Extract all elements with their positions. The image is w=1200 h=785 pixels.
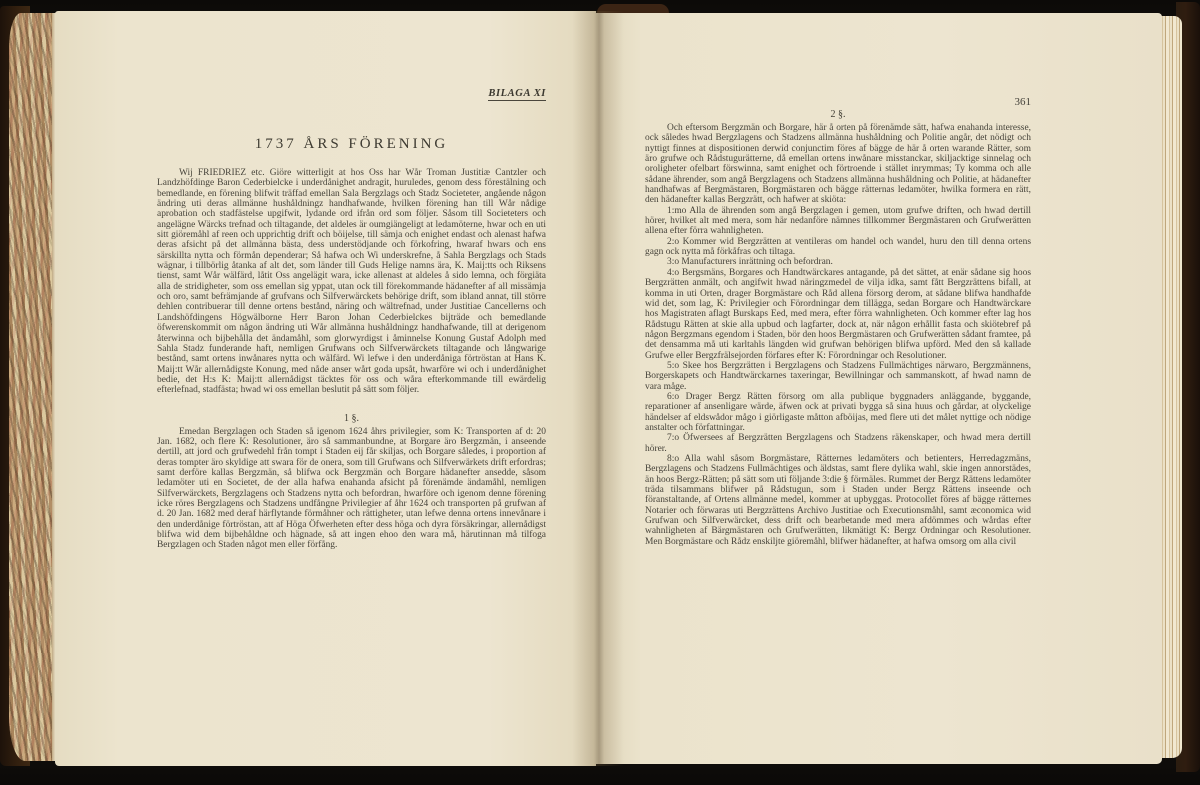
page-number: 361 bbox=[1014, 96, 1031, 108]
section-2-heading: 2 §. bbox=[830, 109, 846, 120]
running-header-label: BILAGA XI bbox=[488, 88, 546, 99]
numbered-item-8: 8:o Alla wahl såsom Borgmästare, Rätternes ledamöters och betienters, Herredagzmäns, Bergzlagens och Stadzens Fullmächtiges och äldstas, samt flere dylika wahl, skie ingen annorstädes, än hoos Bergz-Rätten; på sätt som uti följande 3:die § förmäles. Rummet der Bergz Rättens ledamöter träda tilsammans blifwer på Rådstugun, som i Staden under Bergz Rättens inseende och föranstaltande, af Ortens allmänne medel, kommer at upbyggas. Protocollet föres af bägge rätternes Notarier och förwaras uti Bergzrättens Archivo Justitiae och Executionsmåhl, samt æconomica wid Grufwan och Silfverwärcket, dess drift och bearbetande med mera afdömmes och wårdas efter wahnligheten af Bärgmästaren och Grufwerätten, likmätigt K: Bergz Ordningar och Resolutioner. Men Borgmästare och Rådz enskiljte giöremåhl, blifwer hädanefter, at hafwa omsorg om alla civil bbox=[645, 454, 1031, 547]
numbered-item-5: 5:o Skee hos Bergzrätten i Bergzlagens och Stadzens Fullmächtiges närwaro, Bergzmännens, Borgerskapets och Handtwärckarnes taxeringar, Bewillningar och sammanskott, af hwad namn de vara måge. bbox=[645, 360, 1031, 392]
section-1-paragraph: Emedan Bergzlagen och Staden så igenom 1624 åhrs privilegier, som K: Transporten af d: 20 Jan. 1682, och flere K: Resolutioner, äro så sammanbundne, at Borgare äro Bergzmän, i anseende dertill, att jord och grufwedehl från tompt i Staden eij får skiljas, och Borgare således, i proportion af deras tompter äro skyldige att swara för de onera, som till Grufwans och Silfverwärkets drift erfordras; samt derföre kallas Bergzmän, så blifwa ock Bergzmän och Borgare hädanefter ansedde, såsom ledamöter uti en Societet, de der alla hafwa enahanda afsicht på förenämde ändamåhl, nemligen Silfverwärckets, Bergzlagens och Stadzens nytta och befordran, hwarföre och igenom denne förening icke röres Bergzlagens och Stadzens undfångne Privilegier af åhr 1624 och transporten på grufwan af d. 20 Jan. 1682 med deraf härflytande förmåhner och rättigheter, utan lefwe denna ortens innevånare i den underdånige förtröstan, att af Höga Öfwerheten efter dess höga och dyra försäkringar, allernådigst blifwa wid dem bijbehåldne och hägnade, så att ingen ehoo den wara må, härutinnan må tilfoga Bergzlagen och Staden något men eller förfång. bbox=[157, 426, 546, 551]
left-page bbox=[55, 11, 596, 766]
marbled-fore-edge bbox=[9, 13, 55, 761]
numbered-item-4: 4:o Bergsmäns, Borgares och Handtwärckares antagande, på det sättet, at enär sådane sig hoos Bergzrätten anmält, och angifwit hwad näringzmedel de vilja idka, samt fått Bergzrättens bifall, at komma in uti Orten, drager Borgmästare och Råd allena försorg derom, at sådane blifwa handhafde wid det, som lag, K: Privilegier och Förordningar dem tillägga, sedan Borgare och Handtwärckare hos Magistraten aflagt Burskaps Eed, med mera, efter förra wahnligheten. Och kommer efter lag hos Rådstugu Rätten at skie alla upbud och lagfarter, dock at, när någon erhållit fasta och skiötebref på någon Bergzmans egendom i Staden, bör den hoos Bergmästaren och Grufwerätten sådant framtee, på det densamma må uti karltahls längden wid grufwan behörigen blifwa upförd. Med den så kallade Grufwe eller Bergzfrälsejorden förfares efter K: Förordningar och Resolutioner. bbox=[645, 267, 1031, 361]
section-2-paragraph: Och eftersom Bergzmän och Borgare, här å orten på förenämde sätt, hafwa enahanda interesse, ock således hwad Bergzlagens och Stadzens allmänna hushåldning och Politie angår, det nödigt och nyttigt finnes at dispositionen derwid conjunctim föres af bägge de här å orten warande Rätter, som äro grufwe och Rådstugurätterne, då emellan ortens inwånare misstanckar, skiljacktige sinnelag och oroligheter ofelbart förswinna, samt enighet och förtroende i stället inrymmas; Ty komma och alle sådane ährender, som angå Bergzlagens och Stadzens allmänna hushåldning och Politie, at hädanefter handhafwas af Bergmästaren, Borgmästaren och bägge rätternas ledamöter, hwilka formera en rätt, den hädanefter kallas Bergzrätt, och hafwer at skiöta: bbox=[645, 123, 1031, 206]
right-page-text-column bbox=[645, 96, 1031, 547]
intro-paragraph: Wij FRIEDRIEZ etc. Giöre witterligit at hos Oss har Wår Troman Justitiæ Cantzler och Landzhöfdinge Baron Cederbielcke i underdånighet andragit, huruledes, genom dess förestälning och bemedlande, en förening blifwit träffad emellan Sala Bergzlags och Stadz Societeter, angående någon ändring uti deras allmänne hushåldningz handhafwande, hvilken förening han till Wår nådige aprobation och stadfästelse upgifwit, lydande ord ifrån ord som följer. Såsom till Societeters och angelägne Wärcks trefnad och tiltagande, det aldeles är oumgiängeligt at ledamöterne, hwar och en uti sitt giöremåhl af reen och upprichtig drift och böijelse, till sämja och enighet endast och alenast hafwa deras afsicht på det allmänna bästa, dess understödjande och förkofring, hwaraf hwars och ens särskillta nytta och förmån dependerar; Så hafwa och Wi underskrefne, å Sahla Bergzlags och Stads wägnar, i tillbörlig åtanka af alt det, som länder till Guds Helige namns ära, K. Maij:tts och Riksens tienst, samt Wår wälfärd, låtit Oss angelägit wara, icke allenast at aldeles å sido lemna, och förgiäta alla de stridigheter, som oss emellan sig yppat, utan ock till förekommande hädanefter af all missämja och oro, samt befrämjande af grufvans och Silfverwärckets behörige drift, som ibland annat, till större dehlen contribuerar till denne ortens bestånd, näring och wältrefnad, under Justitiae Cancellerns och Landshöfdingens Högwälborne Herr Baron Johan Cederbielckes bijträde och bemedlande öfwerenskommit om någon ändring uti Wår allmänna hushåldningz handhafwande, till at derigenom återwinna och bijbehålla det ändamåhl, som glorwyrdigst i åminnelse Konung Gustaf Adolph med Sahla Stadz funderande haft, nemligen Grufwans och Silfverwärckets tiltagande och långwarige bestånd, samt ortens inwånares nytta och wälfärd. Wi lefwe i den underdåniga förtröstan at Hans K. Maij:tt Wår allernådigste Konung, med nåde anser wårt goda upsåt, hwarföre wi och i underdånighet bedie, det H:s K: Maij:tt allernådigst täcktes för oss och wåra efterkommande till ewärdelig efterlefnad, stadfästa; hwad wi oss emellan beslutit på sätt som följer. bbox=[157, 168, 546, 396]
numbered-item-3: 3:o Manufacturers inrättning och befordran. bbox=[667, 257, 833, 268]
right-page bbox=[596, 13, 1162, 764]
numbered-item-2: 2:o Kommer wid Bergzrätten at ventileras om handel och wandel, huru den till denna ortens gagn ock nytta må förkåfras och tiltaga. bbox=[645, 236, 1031, 258]
numbered-item-6: 6:o Drager Bergz Rätten försorg om alla publique byggnaders anläggande, byggande, reparationer af ansenligare wärde, äfwen ock at privati bygga så sina huus och gårdar, at olyckelige händelser af eldswådor mågo i giörligaste måtton afböijas, med flere uti det målet nyttige och nödige anstalter och författningar. bbox=[645, 391, 1031, 433]
left-page-text-column bbox=[157, 88, 546, 551]
numbered-item-7: 7:o Öfwersees af Bergzrätten Bergzlagens och Stadzens räkenskaper, och hwad mera dertill hörer. bbox=[645, 433, 1031, 454]
running-header bbox=[157, 88, 546, 102]
document-title: 1737 ÅRS FÖRENING bbox=[254, 136, 449, 152]
numbered-item-1: 1:mo Alla de ährenden som angå Bergzlagen i gemen, utom grufwe driften, och hwad dertill hörer, hvilket alt med mera, som här nedanföre nämnes tillkommer Bergmästaren och Grufwerätten allena efter förra wahnligheten. bbox=[645, 205, 1031, 237]
section-1-heading: 1 §. bbox=[344, 412, 359, 424]
